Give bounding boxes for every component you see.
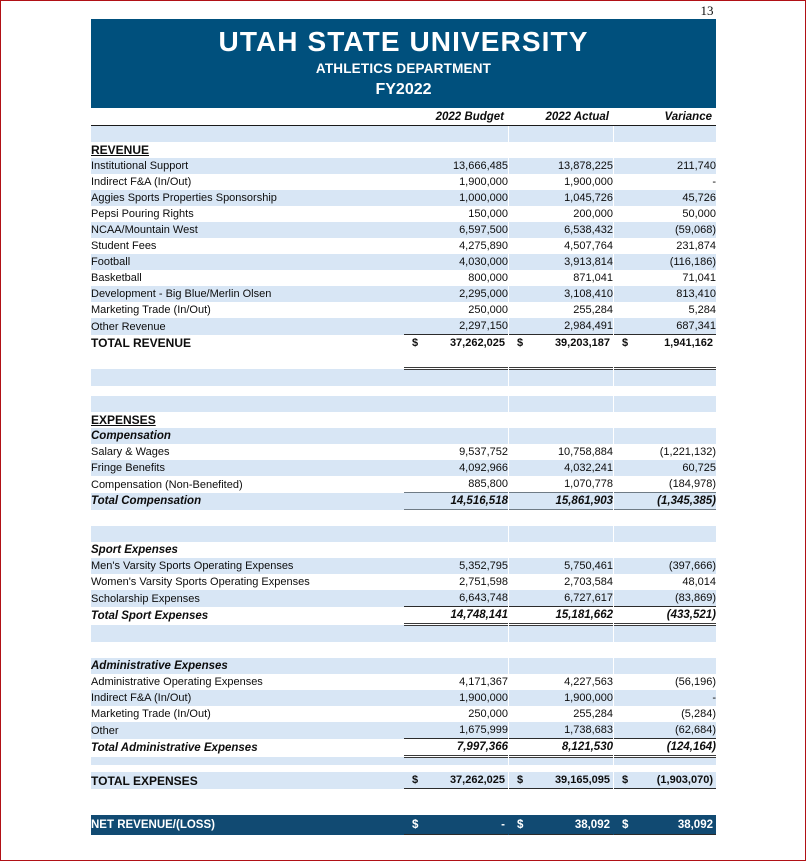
row-budget: 4,171,367 bbox=[404, 674, 508, 690]
amount: 1,941,162 bbox=[664, 337, 713, 350]
spacer-row bbox=[91, 757, 716, 766]
table-row bbox=[91, 318, 716, 335]
row-budget: 1,900,000 bbox=[404, 690, 508, 706]
row-budget: 4,275,890 bbox=[404, 238, 508, 254]
row-actual: 4,032,241 bbox=[509, 460, 613, 476]
fiscal-year-subtitle: FY2022 bbox=[375, 80, 432, 98]
row-variance: (184,978) bbox=[614, 476, 716, 493]
amount: 38,092 bbox=[574, 818, 610, 831]
table-row bbox=[91, 302, 716, 318]
row-label: Student Fees bbox=[91, 238, 404, 254]
row-label: Other bbox=[91, 722, 404, 739]
spacer-row bbox=[91, 642, 716, 658]
net-revenue-row bbox=[91, 815, 716, 835]
row-variance: 50,000 bbox=[614, 206, 716, 222]
spacer-row bbox=[91, 126, 716, 143]
amount: - bbox=[501, 818, 505, 831]
amount: 37,262,025 bbox=[449, 774, 505, 787]
table-row bbox=[91, 722, 716, 739]
subtotal-label: Total Administrative Expenses bbox=[91, 741, 258, 754]
table-row bbox=[91, 174, 716, 190]
net-revenue-underline-row bbox=[91, 835, 716, 840]
row-variance: - bbox=[614, 174, 716, 190]
row-variance: 813,410 bbox=[614, 286, 716, 302]
total-sport-expenses-row bbox=[91, 607, 716, 625]
subtotal-label: Total Compensation bbox=[91, 495, 202, 508]
table-row bbox=[91, 190, 716, 206]
row-actual: 871,041 bbox=[509, 270, 613, 286]
row-actual: 3,108,410 bbox=[509, 286, 613, 302]
row-budget: 13,666,485 bbox=[404, 158, 508, 174]
row-label: Aggies Sports Properties Sponsorship bbox=[91, 190, 404, 206]
subtotal-budget: 7,997,366 bbox=[404, 739, 508, 757]
spacer-row bbox=[91, 625, 716, 643]
total-compensation-row bbox=[91, 493, 716, 510]
currency-symbol: $ bbox=[412, 774, 419, 787]
table-row bbox=[91, 444, 716, 460]
row-budget: 2,297,150 bbox=[404, 318, 508, 335]
row-label: Marketing Trade (In/Out) bbox=[91, 302, 404, 318]
row-actual: 1,900,000 bbox=[509, 690, 613, 706]
row-variance: 45,726 bbox=[614, 190, 716, 206]
row-variance: 5,284 bbox=[614, 302, 716, 318]
row-label: Women's Varsity Sports Operating Expenses bbox=[91, 574, 404, 590]
total-revenue-row bbox=[91, 335, 716, 352]
row-actual: 2,984,491 bbox=[509, 318, 613, 335]
currency-symbol: $ bbox=[622, 337, 629, 350]
amount: 37,262,025 bbox=[449, 337, 505, 350]
total-revenue-label: TOTAL REVENUE bbox=[91, 336, 192, 351]
row-budget: 150,000 bbox=[404, 206, 508, 222]
table-row bbox=[91, 674, 716, 690]
row-label: Salary & Wages bbox=[91, 444, 404, 460]
subtotal-budget: 14,516,518 bbox=[404, 493, 508, 510]
table-row bbox=[91, 690, 716, 706]
total-revenue-budget bbox=[404, 335, 508, 352]
spacer-row bbox=[91, 369, 716, 387]
amount: 39,165,095 bbox=[554, 774, 610, 787]
row-label: Men's Varsity Sports Operating Expenses bbox=[91, 558, 404, 574]
row-variance: 231,874 bbox=[614, 238, 716, 254]
currency-symbol: $ bbox=[517, 774, 524, 787]
row-label: Institutional Support bbox=[91, 158, 404, 174]
row-actual: 1,045,726 bbox=[509, 190, 613, 206]
row-budget: 1,000,000 bbox=[404, 190, 508, 206]
expenses-heading: EXPENSES bbox=[91, 413, 156, 428]
row-label: Development - Big Blue/Merlin Olsen bbox=[91, 286, 404, 302]
page-number: 13 bbox=[700, 3, 714, 18]
row-actual: 4,227,563 bbox=[509, 674, 613, 690]
subtotal-actual: 8,121,530 bbox=[509, 739, 613, 757]
total-revenue-double-rule-row bbox=[91, 351, 716, 369]
currency-symbol: $ bbox=[622, 774, 629, 787]
row-actual: 255,284 bbox=[509, 302, 613, 318]
row-variance: (116,186) bbox=[614, 254, 716, 270]
table-row bbox=[91, 270, 716, 286]
row-label: NCAA/Mountain West bbox=[91, 222, 404, 238]
row-actual: 10,758,884 bbox=[509, 444, 613, 460]
subtotal-label: Total Sport Expenses bbox=[91, 609, 209, 622]
currency-symbol: $ bbox=[412, 818, 419, 831]
total-revenue-variance bbox=[614, 335, 716, 352]
spacer-row bbox=[91, 765, 716, 772]
budget-actual-variance-table bbox=[91, 108, 716, 839]
row-budget: 4,030,000 bbox=[404, 254, 508, 270]
subtotal-variance: (1,345,385) bbox=[614, 493, 716, 510]
currency-symbol: $ bbox=[622, 818, 629, 831]
administrative-expenses-group-heading-row bbox=[91, 658, 716, 674]
row-variance: (5,284) bbox=[614, 706, 716, 722]
row-actual: 2,703,584 bbox=[509, 574, 613, 590]
row-budget: 885,800 bbox=[404, 476, 508, 493]
organization-title: UTAH STATE UNIVERSITY bbox=[218, 26, 589, 57]
subtotal-variance: (433,521) bbox=[614, 607, 716, 625]
department-subtitle: ATHLETICS DEPARTMENT bbox=[315, 61, 492, 77]
row-actual: 6,538,432 bbox=[509, 222, 613, 238]
row-budget: 2,295,000 bbox=[404, 286, 508, 302]
row-budget: 4,092,966 bbox=[404, 460, 508, 476]
row-variance: 60,725 bbox=[614, 460, 716, 476]
row-label: Scholarship Expenses bbox=[91, 590, 404, 607]
amount: 39,203,187 bbox=[554, 337, 610, 350]
row-actual: 1,900,000 bbox=[509, 174, 613, 190]
amount: 38,092 bbox=[677, 818, 713, 831]
spacer-row bbox=[91, 805, 716, 815]
total-expenses-variance bbox=[614, 772, 716, 789]
row-label: Marketing Trade (In/Out) bbox=[91, 706, 404, 722]
financial-report-sheet bbox=[91, 19, 716, 839]
row-label: Indirect F&A (In/Out) bbox=[91, 174, 404, 190]
row-variance: 48,014 bbox=[614, 574, 716, 590]
total-administrative-expenses-row bbox=[91, 739, 716, 757]
table-row bbox=[91, 706, 716, 722]
row-label: Basketball bbox=[91, 270, 404, 286]
spacer-row bbox=[91, 510, 716, 527]
row-actual: 255,284 bbox=[509, 706, 613, 722]
column-header-label bbox=[91, 108, 404, 126]
revenue-heading: REVENUE bbox=[91, 143, 150, 158]
group-heading: Sport Expenses bbox=[91, 544, 178, 557]
net-revenue-budget bbox=[404, 815, 508, 835]
table-row bbox=[91, 574, 716, 590]
row-budget: 6,643,748 bbox=[404, 590, 508, 607]
row-label: Other Revenue bbox=[91, 318, 404, 335]
row-actual: 6,727,617 bbox=[509, 590, 613, 607]
total-expenses-budget bbox=[404, 772, 508, 789]
row-label: Indirect F&A (In/Out) bbox=[91, 690, 404, 706]
row-label: Fringe Benefits bbox=[91, 460, 404, 476]
report-header-banner bbox=[91, 19, 716, 108]
row-label: Compensation (Non-Benefited) bbox=[91, 476, 404, 493]
net-revenue-variance bbox=[614, 815, 716, 835]
total-revenue-actual bbox=[509, 335, 613, 352]
table-row bbox=[91, 254, 716, 270]
table-row bbox=[91, 222, 716, 238]
subtotal-actual: 15,181,662 bbox=[509, 607, 613, 625]
row-budget: 800,000 bbox=[404, 270, 508, 286]
row-actual: 200,000 bbox=[509, 206, 613, 222]
row-variance: (83,869) bbox=[614, 590, 716, 607]
row-actual: 5,750,461 bbox=[509, 558, 613, 574]
spacer-row bbox=[91, 396, 716, 412]
row-budget: 250,000 bbox=[404, 302, 508, 318]
group-heading: Administrative Expenses bbox=[91, 660, 228, 673]
row-budget: 250,000 bbox=[404, 706, 508, 722]
row-budget: 1,900,000 bbox=[404, 174, 508, 190]
table-row bbox=[91, 476, 716, 493]
table-row bbox=[91, 158, 716, 174]
row-variance: (62,684) bbox=[614, 722, 716, 739]
net-revenue-actual bbox=[509, 815, 613, 835]
row-budget: 1,675,999 bbox=[404, 722, 508, 739]
currency-symbol: $ bbox=[517, 337, 524, 350]
subtotal-budget: 14,748,141 bbox=[404, 607, 508, 625]
table-row bbox=[91, 460, 716, 476]
subtotal-actual: 15,861,903 bbox=[509, 493, 613, 510]
subtotal-variance: (124,164) bbox=[614, 739, 716, 757]
row-variance: 211,740 bbox=[614, 158, 716, 174]
row-variance: - bbox=[614, 690, 716, 706]
column-header-actual: 2022 Actual bbox=[509, 108, 613, 126]
row-budget: 6,597,500 bbox=[404, 222, 508, 238]
expenses-section-heading-row bbox=[91, 412, 716, 428]
row-actual: 1,738,683 bbox=[509, 722, 613, 739]
table-row bbox=[91, 558, 716, 574]
table-row bbox=[91, 206, 716, 222]
table-row bbox=[91, 286, 716, 302]
row-label: Pepsi Pouring Rights bbox=[91, 206, 404, 222]
row-label: Administrative Operating Expenses bbox=[91, 674, 404, 690]
table-row bbox=[91, 590, 716, 607]
total-expenses-row bbox=[91, 772, 716, 789]
row-variance: (59,068) bbox=[614, 222, 716, 238]
amount: (1,903,070) bbox=[656, 774, 713, 787]
total-expenses-actual bbox=[509, 772, 613, 789]
row-budget: 5,352,795 bbox=[404, 558, 508, 574]
row-budget: 9,537,752 bbox=[404, 444, 508, 460]
sport-expenses-group-heading-row bbox=[91, 542, 716, 558]
total-expenses-label: TOTAL EXPENSES bbox=[91, 773, 198, 788]
total-expenses-rule-row bbox=[91, 789, 716, 806]
column-header-budget: 2022 Budget bbox=[404, 108, 508, 126]
row-variance: (1,221,132) bbox=[614, 444, 716, 460]
revenue-section-heading-row bbox=[91, 142, 716, 158]
currency-symbol: $ bbox=[412, 337, 419, 350]
column-header-variance: Variance bbox=[614, 108, 716, 126]
row-variance: 71,041 bbox=[614, 270, 716, 286]
table-row bbox=[91, 238, 716, 254]
row-label: Football bbox=[91, 254, 404, 270]
spacer-row bbox=[91, 386, 716, 396]
currency-symbol: $ bbox=[517, 818, 524, 831]
compensation-group-heading-row bbox=[91, 428, 716, 444]
row-budget: 2,751,598 bbox=[404, 574, 508, 590]
spacer-row bbox=[91, 526, 716, 542]
row-variance: (56,196) bbox=[614, 674, 716, 690]
net-revenue-label: NET REVENUE/(LOSS) bbox=[91, 815, 404, 835]
row-variance: 687,341 bbox=[614, 318, 716, 335]
group-heading: Compensation bbox=[91, 430, 171, 443]
row-actual: 1,070,778 bbox=[509, 476, 613, 493]
row-variance: (397,666) bbox=[614, 558, 716, 574]
table-column-header-row bbox=[91, 108, 716, 126]
row-actual: 3,913,814 bbox=[509, 254, 613, 270]
row-actual: 13,878,225 bbox=[509, 158, 613, 174]
row-actual: 4,507,764 bbox=[509, 238, 613, 254]
